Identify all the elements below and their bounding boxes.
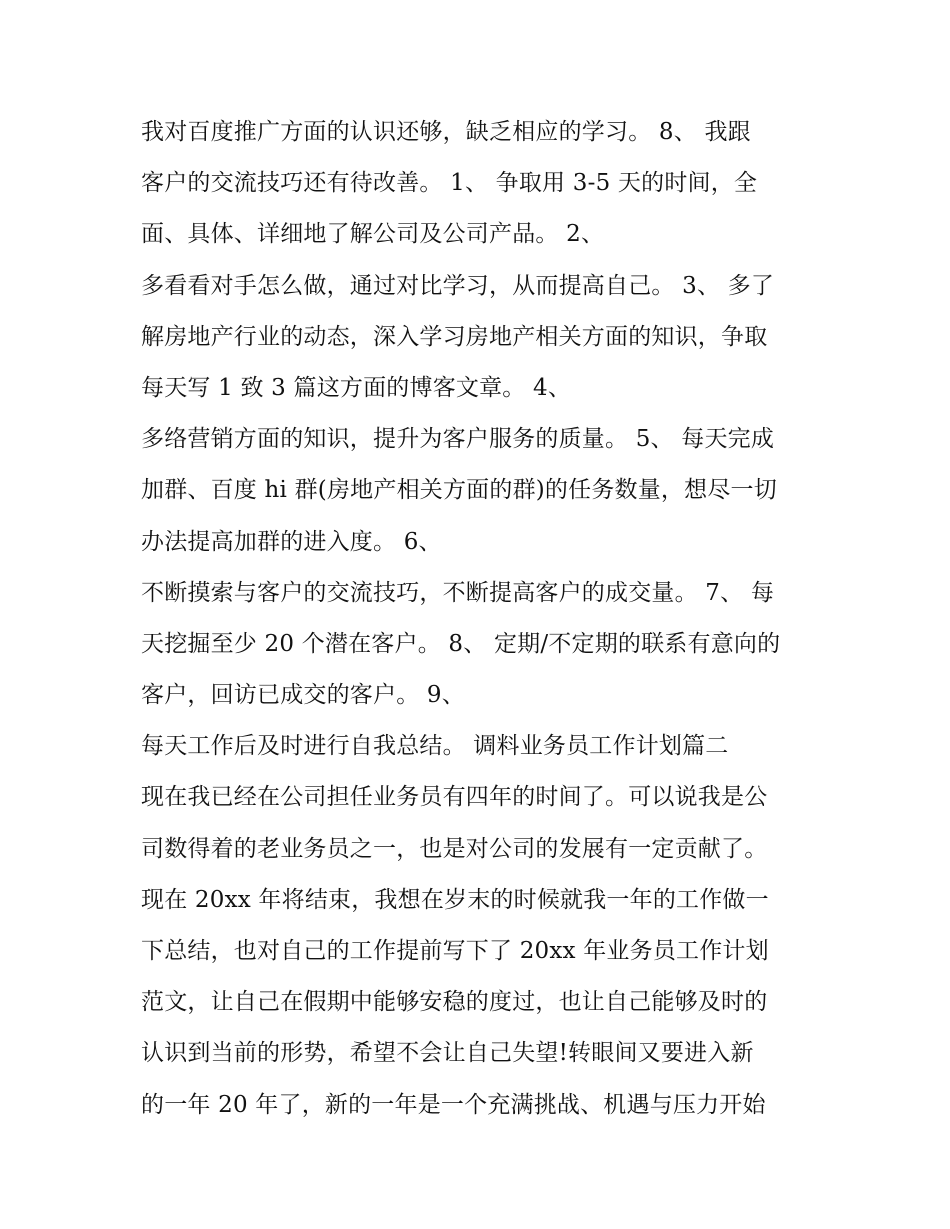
body-text [141,107,831,1131]
text-line: 客户，回访已成交的客户。 9、 [141,682,465,709]
text-line: 不断摸索与客户的交流技巧，不断提高客户的成交量。 7、 每 [141,579,775,606]
text-line: 多络营销方面的知识，提升为客户服务的质量。 5、 每天完成 [141,426,775,453]
text-line: 天挖掘至少 20 个潜在客户。 8、 定期/不定期的联系有意向的 [141,630,781,657]
text-line: 下总结，也对自己的工作提前写下了 20xx 年业务员工作计划 [141,938,769,964]
text-line: 客户的交流技巧还有待改善。 1、 争取用 3-5 天的时间，全 [141,170,758,197]
text-line: 每天写 1 致 3 篇这方面的博客文章。 4、 [141,374,572,401]
text-line: 认识到当前的形势，希望不会让自己失望!转眼间又要进入新 [141,1040,754,1067]
text-line: 我对百度推广方面的认识还够，缺乏相应的学习。 8、 我跟 [141,119,751,145]
text-line: 范文，让自己在假期中能够安稳的度过，也让自己能够及时的 [141,989,768,1016]
text-line: 多看看对手怎么做，通过对比学习，从而提高自己。 3、 多了 [141,272,775,299]
text-line: 加群、百度 hi 群(房地产相关方面的群)的任务数量，想尽一切 [141,477,777,504]
text-line: 办法提高加群的进入度。 6、 [141,528,442,555]
text-line: 现在我已经在公司担任业务员有四年的时间了。可以说我是公 [141,784,768,811]
text-line: 面、具体、详细地了解公司及公司产品。 2、 [141,221,605,248]
text-line: 每天工作后及时进行自我总结。 调料业务员工作计划篇二 [141,733,729,760]
text-line: 现在 20xx 年将结束，我想在岁末的时候就我一年的工作做一 [141,886,769,913]
text-line: 解房地产行业的动态，深入学习房地产相关方面的知识，争取 [141,323,768,350]
text-line: 的一年 20 年了，新的一年是一个充满挑战、机遇与压力开始 [141,1091,766,1118]
text-line: 司数得着的老业务员之一，也是对公司的发展有一定贡献了。 [141,835,768,862]
